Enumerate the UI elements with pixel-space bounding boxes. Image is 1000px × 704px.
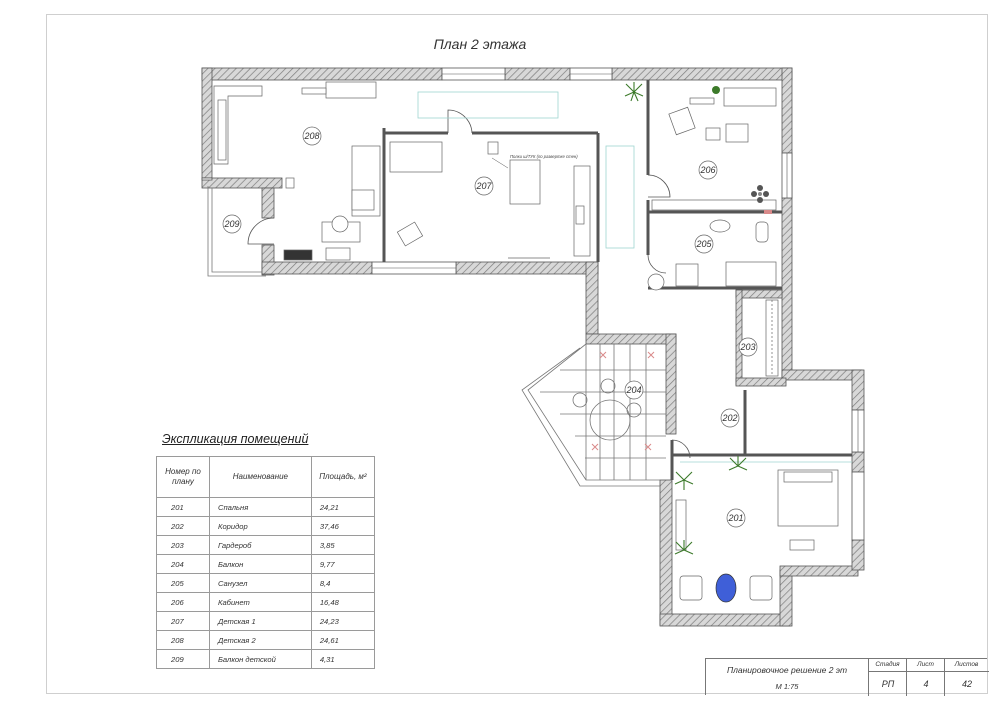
row-area: 24,61 [311,631,374,650]
row-area: 37,46 [311,517,374,536]
sheet-value: 4 [907,671,945,697]
furniture-207 [390,142,590,258]
row-name: Балкон детской [209,650,311,669]
header-area: Площадь, м² [311,457,374,498]
row-area: 24,23 [311,612,374,631]
explication-title: Экспликация помещений [162,432,309,446]
stage-label: Стадия [875,661,900,668]
sheet-label: Лист [917,661,934,668]
annotation-leader [492,158,508,168]
table-row [157,574,375,593]
sheets-label: Листов [954,661,979,668]
table-row [157,517,375,536]
row-area: 4,31 [311,650,374,669]
table-row [157,631,375,650]
stage-cell [868,659,906,696]
room-number-206: 206 [700,165,716,175]
row-number: 201 [157,498,210,517]
row-area: 8,4 [311,574,374,593]
balcony-204 [522,344,666,486]
plan-title: План 2 этажа [433,36,527,52]
stage-value: РП [869,671,907,697]
sheets-value: 42 [945,671,989,697]
title-block-drawing [706,659,868,696]
header-number: Номер по плану [157,457,210,498]
furniture-206 [652,88,776,210]
outlet-marker [764,210,772,214]
title-block [705,658,987,695]
fixtures-203 [766,300,778,376]
room-number-203: 203 [740,342,756,352]
table-row [157,536,375,555]
row-name: Коридор [209,517,311,536]
row-area: 24,21 [311,498,374,517]
sheet-cell [906,659,944,696]
row-number: 208 [157,631,210,650]
shelves-annotation: Полки ш/ТУК (по развертке стен) [510,154,578,159]
room-number-207: 207 [476,181,492,191]
row-area: 9,77 [311,555,374,574]
room-number-208: 208 [304,131,320,141]
bathtub-icon [716,574,736,602]
plant-icon [712,86,720,94]
table-row [157,650,375,669]
row-number: 203 [157,536,210,555]
table-row [157,555,375,574]
fixtures-205 [648,220,776,290]
furniture-201 [676,470,838,600]
header-name: Наименование [209,457,311,498]
row-name: Балкон [209,555,311,574]
sheets-cell [944,659,988,696]
room-number-201: 201 [728,513,744,523]
explication-table [156,456,375,669]
row-number: 202 [157,517,210,536]
table-row [157,498,375,517]
table-row [157,612,375,631]
furniture-208 [214,82,380,260]
drawing-name: Планировочное решение 2 эт [726,665,848,675]
row-area: 16,48 [311,593,374,612]
table-row [157,593,375,612]
row-name: Кабинет [209,593,311,612]
room-number-204: 204 [626,385,642,395]
room-number-209: 209 [224,219,240,229]
row-name: Детская 1 [209,612,311,631]
row-number: 207 [157,612,210,631]
row-number: 204 [157,555,210,574]
row-name: Спальня [209,498,311,517]
row-number: 205 [157,574,210,593]
row-name: Детская 2 [209,631,311,650]
row-number: 206 [157,593,210,612]
room-number-205: 205 [696,239,712,249]
room-number-202: 202 [722,413,738,423]
row-area: 3,85 [311,536,374,555]
plant-icon [625,82,747,554]
row-name: Гардероб [209,536,311,555]
drawing-scale: М 1:75 [775,682,799,691]
row-number: 209 [157,650,210,669]
row-name: Санузел [209,574,311,593]
